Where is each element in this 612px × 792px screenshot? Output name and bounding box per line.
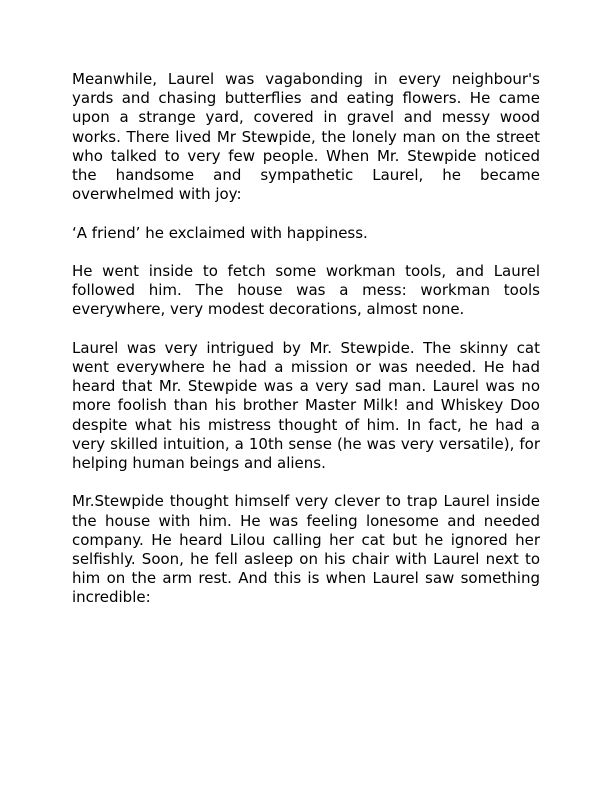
story-text: [72, 70, 540, 608]
paragraph-laurel-intrigued: Laurel was very intrigued by Mr. Stewpide. The skinny cat went everywhere he had a mission or was needed. He had heard that Mr. Stewpide was a very sad man. Laurel was no more foolish than his brother Master Milk! and Whiskey Doo despite what his mistress thought of him. In fact, he had a very skilled intuition, a 10th sense (he was very versatile), for helping human beings and aliens.: [72, 338, 540, 473]
paragraph-went-inside: He went inside to fetch some workman tools, and Laurel followed him. The house was a mess: workman tools everywhere, very modest decorations, almost none.: [72, 262, 540, 319]
paragraph-a-friend: ‘A friend’ he exclaimed with happiness.: [72, 223, 368, 242]
paragraph-laurel-vagabonding: Meanwhile, Laurel was vagabonding in every neighbour's yards and chasing butterflies and eating flowers. He came upon a strange yard, covered in gravel and messy wood works. There lived Mr Stewpide, the lonely man on the street who talked to very few people. When Mr. Stewpide noticed the handsome and sympathetic Laurel, he became overwhelmed with joy:: [72, 70, 540, 204]
paragraph-trap-laurel: Mr.Stewpide thought himself very clever to trap Laurel inside the house with him. He was feeling lonesome and needed company. He heard Lilou calling her cat but he ignored her selfishly. Soon, he fell asleep on his chair with Laurel next to him on the arm rest. And this is when Laurel saw something incredible:: [72, 492, 540, 607]
